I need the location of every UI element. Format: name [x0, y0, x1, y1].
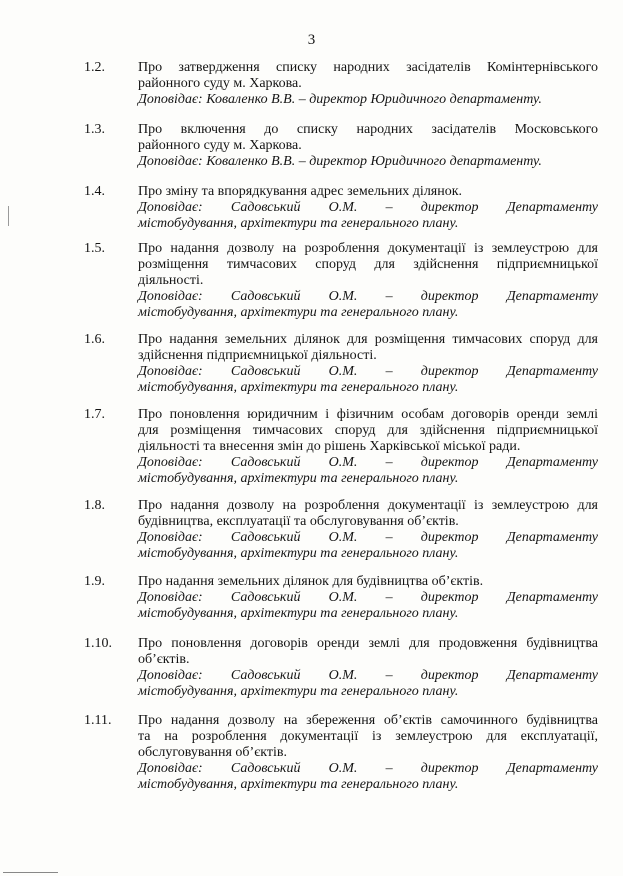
speaker-line: Доповідає: Садовський О.М. – директор Департаменту — [138, 530, 598, 545]
scan-edge-mark — [8, 206, 9, 226]
item-title-line: Про надання дозволу на розроблення документації із землеустрою для — [138, 241, 598, 256]
item-title-line: будівництва, експлуатації та обслуговування об’єктів. — [138, 514, 459, 529]
speaker-department: містобудування, архітектури та генерального плану. — [138, 546, 459, 561]
item-title-line: Про включення до списку народних засідателів Московського — [138, 122, 598, 137]
speaker-line: Доповідає: Садовський О.М. – директор Департаменту — [138, 761, 598, 776]
item-number: 1.5. — [84, 241, 105, 256]
speaker-department: містобудування, архітектури та генерального плану. — [138, 471, 459, 486]
item-title-line: Про затвердження списку народних засідателів Комінтернівського — [138, 60, 598, 75]
item-title-line: діяльності та внесення змін до рішень Харківської міської ради. — [138, 439, 521, 454]
item-title-line: районного суду м. Харкова. — [138, 76, 302, 91]
item-title-line: Про поновлення договорів оренди землі для продовження будівництва — [138, 636, 598, 651]
speaker-line: Доповідає: Коваленко В.В. – директор Юридичного департаменту. — [138, 92, 542, 107]
speaker-department: містобудування, архітектури та генерального плану. — [138, 305, 459, 320]
item-number: 1.4. — [84, 184, 105, 199]
item-number: 1.6. — [84, 332, 105, 347]
item-title-line: Про надання земельних ділянок для будівництва об’єктів. — [138, 574, 484, 589]
speaker-line: Доповідає: Садовський О.М. – директор Департаменту — [138, 289, 598, 304]
speaker-department: містобудування, архітектури та генерального плану. — [138, 684, 459, 699]
item-body — [138, 184, 598, 232]
item-number: 1.10. — [84, 636, 112, 651]
item-title-line: районного суду м. Харкова. — [138, 138, 302, 153]
speaker-line: Доповідає: Садовський О.М. – директор Департаменту — [138, 455, 598, 470]
item-body — [138, 122, 598, 170]
speaker-department: містобудування, архітектури та генерального плану. — [138, 606, 459, 621]
speaker-department: містобудування, архітектури та генерального плану. — [138, 380, 459, 395]
speaker-line: Доповідає: Садовський О.М. – директор Департаменту — [138, 668, 598, 683]
speaker-line: Доповідає: Садовський О.М. – директор Департаменту — [138, 200, 598, 215]
item-number: 1.9. — [84, 574, 105, 589]
item-body — [138, 241, 598, 321]
item-title-line: Про надання земельних ділянок для розміщення тимчасових споруд для — [138, 332, 598, 347]
speaker-line: Доповідає: Коваленко В.В. – директор Юридичного департаменту. — [138, 154, 542, 169]
speaker-line: Доповідає: Садовський О.М. – директор Департаменту — [138, 364, 598, 379]
item-body — [138, 498, 598, 562]
item-title-line: діяльності. — [138, 273, 204, 288]
item-title-line: для розміщення тимчасових споруд для здійснення підприємницької — [138, 423, 598, 438]
item-number: 1.2. — [84, 60, 105, 75]
item-number: 1.11. — [84, 713, 112, 728]
item-number: 1.7. — [84, 407, 105, 422]
item-title-line: Про поновлення юридичним і фізичним особам договорів оренди землі — [138, 407, 598, 422]
item-number: 1.3. — [84, 122, 105, 137]
item-number: 1.8. — [84, 498, 105, 513]
speaker-department: містобудування, архітектури та генерального плану. — [138, 777, 459, 792]
item-body — [138, 574, 598, 622]
speaker-department: містобудування, архітектури та генерального плану. — [138, 216, 459, 231]
item-title-line: здійснення підприємницької діяльності. — [138, 348, 377, 363]
item-title-line: обслуговування об’єктів. — [138, 745, 287, 760]
item-title-line: об’єктів. — [138, 652, 190, 667]
item-body — [138, 713, 598, 793]
item-title-line: Про зміну та впорядкування адрес земельних ділянок. — [138, 184, 463, 199]
page-number: 3 — [307, 32, 316, 48]
scan-bottom-rule — [3, 872, 58, 873]
item-body — [138, 407, 598, 487]
speaker-line: Доповідає: Садовський О.М. – директор Департаменту — [138, 590, 598, 605]
item-title-line: розміщення тимчасових споруд для здійснення підприємницької — [138, 257, 598, 272]
item-body — [138, 60, 598, 108]
item-title-line: та на розроблення документації із землеустрою для експлуатації, — [138, 729, 598, 744]
item-title-line: Про надання дозволу на збереження об’єктів самочинного будівництва — [138, 713, 598, 728]
item-body — [138, 636, 598, 700]
item-body — [138, 332, 598, 396]
item-title-line: Про надання дозволу на розроблення документації із землеустрою для — [138, 498, 598, 513]
